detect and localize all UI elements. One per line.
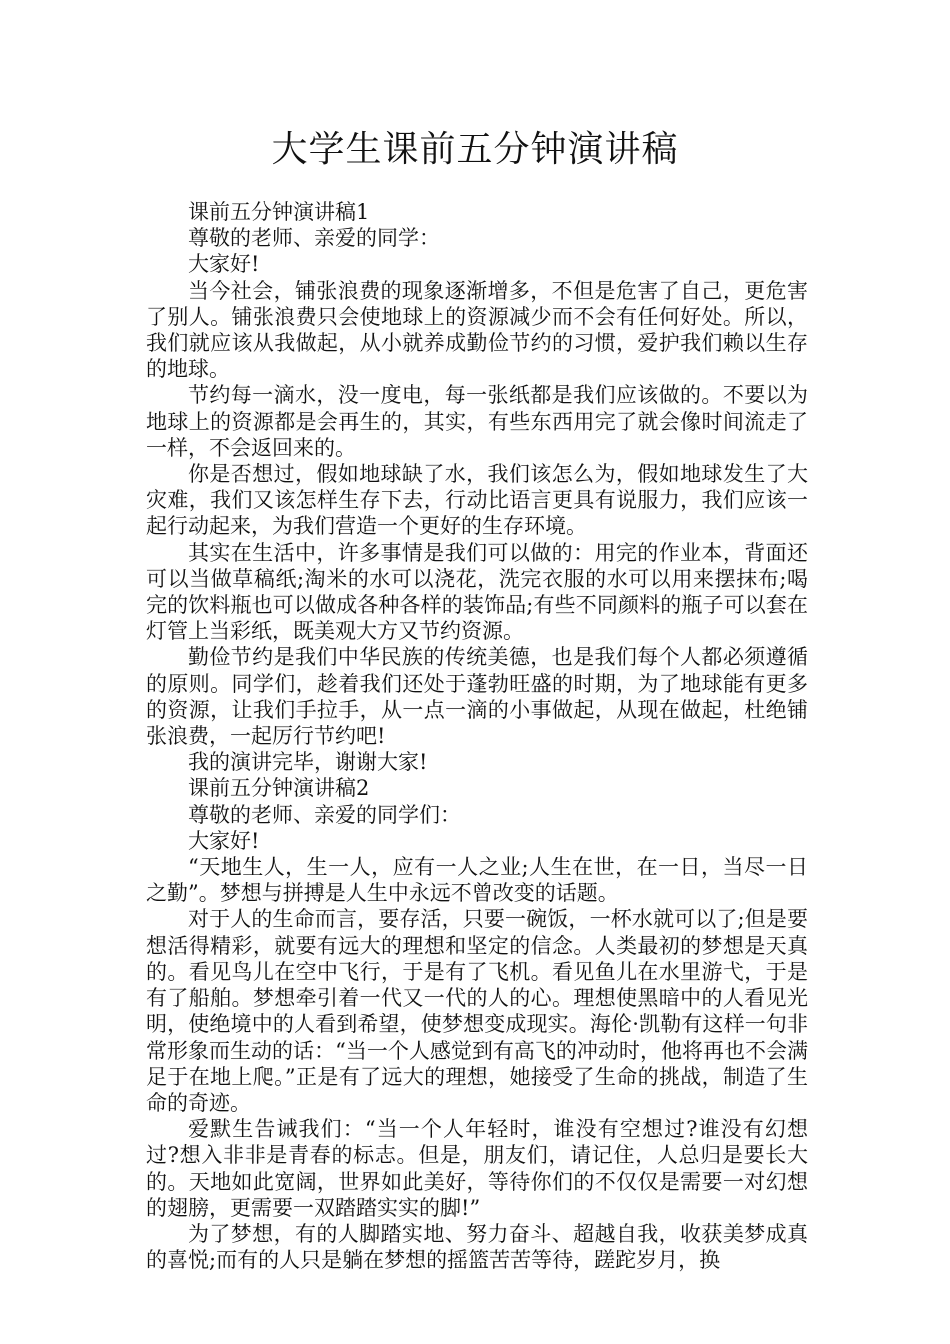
paragraph: 为了梦想，有的人脚踏实地、努力奋斗、超越自我，收获美梦成真的喜悦;而有的人只是躺在梦想的摇篮苦苦等待，蹉跎岁月，换 [146,1221,808,1273]
paragraph: 对于人的生命而言，要存活，只要一碗饭，一杯水就可以了;但是要想活得精彩，就要有远大的理想和坚定的信念。人类最初的梦想是天真的。看见鸟儿在空中飞行，于是有了飞机。看见鱼儿在水里游弋，于是有了船舶。梦想牵引着一代又一代的人的心。理想使黑暗中的人看见光明，使绝境中的人看到希望，使梦想变成现实。海伦·凯勒有这样一句非常形象而生动的话：“当一个人感觉到有高飞的冲动时，他将再也不会满足于在地上爬。”正是有了远大的理想，她接受了生命的挑战，制造了生命的奇迹。 [146,907,808,1115]
closing: 我的演讲完毕，谢谢大家! [188,750,428,775]
paragraph: 节约每一滴水，没一度电，每一张纸都是我们应该做的。不要以为地球上的资源都是会再生的，其实，有些东西用完了就会像时间流走了一样，不会返回来的。 [146,383,808,460]
salutation: 尊敬的老师、亲爱的同学们： [188,802,461,827]
greeting: 大家好! [188,828,260,853]
paragraph: 你是否想过，假如地球缺了水，我们该怎么为，假如地球发生了大灾难，我们又该怎样生存下去，行动比语言更具有说服力，我们应该一起行动起来，为我们营造一个更好的生存环境。 [146,462,808,539]
paragraph: 当今社会，铺张浪费的现象逐渐增多，不但是危害了自己，更危害了别人。铺张浪费只会使地球上的资源减少而不会有任何好处。所以，我们就应该从我做起，从小就养成勤俭节约的习惯，爱护我们赖以生存的地球。 [146,278,808,382]
section-heading-2: 课前五分钟演讲稿2 [188,776,370,801]
document-body [146,199,808,1273]
document-title: 大学生课前五分钟演讲稿 [271,129,679,170]
section-heading-1: 课前五分钟演讲稿1 [188,200,370,224]
paragraph: 其实在生活中，许多事情是我们可以做的：用完的作业本，背面还可以当做草稿纸;淘米的水可以浇花，洗完衣服的水可以用来摆抹布;喝完的饮料瓶也可以做成各种各样的装饰品;有些不同颜料的瓶子可以套在灯管上当彩纸，既美观大方又节约资源。 [146,540,808,644]
paragraph: 勤俭节约是我们中华民族的传统美德，也是我们每个人都必须遵循的原则。同学们，趁着我们还处于蓬勃旺盛的时期，为了地球能有更多的资源，让我们手拉手，从一点一滴的小事做起，从现在做起，杜绝铺张浪费，一起厉行节约吧! [146,645,808,749]
greeting: 大家好! [188,252,260,277]
salutation: 尊敬的老师、亲爱的同学： [188,226,440,251]
paragraph: 爱默生告诫我们：“当一个人年轻时，谁没有空想过?谁没有幻想过?想入非非是青春的标志。但是，朋友们，请记住，人总归是要长大的。天地如此宽阔，世界如此美好，等待你们的不仅仅是需要一对幻想的翅膀，更需要一双踏踏实实的脚!” [146,1117,808,1220]
paragraph: “天地生人，生一人，应有一人之业;人生在世，在一日，当尽一日之勤”。梦想与拼搏是人生中永远不曾改变的话题。 [146,855,808,906]
